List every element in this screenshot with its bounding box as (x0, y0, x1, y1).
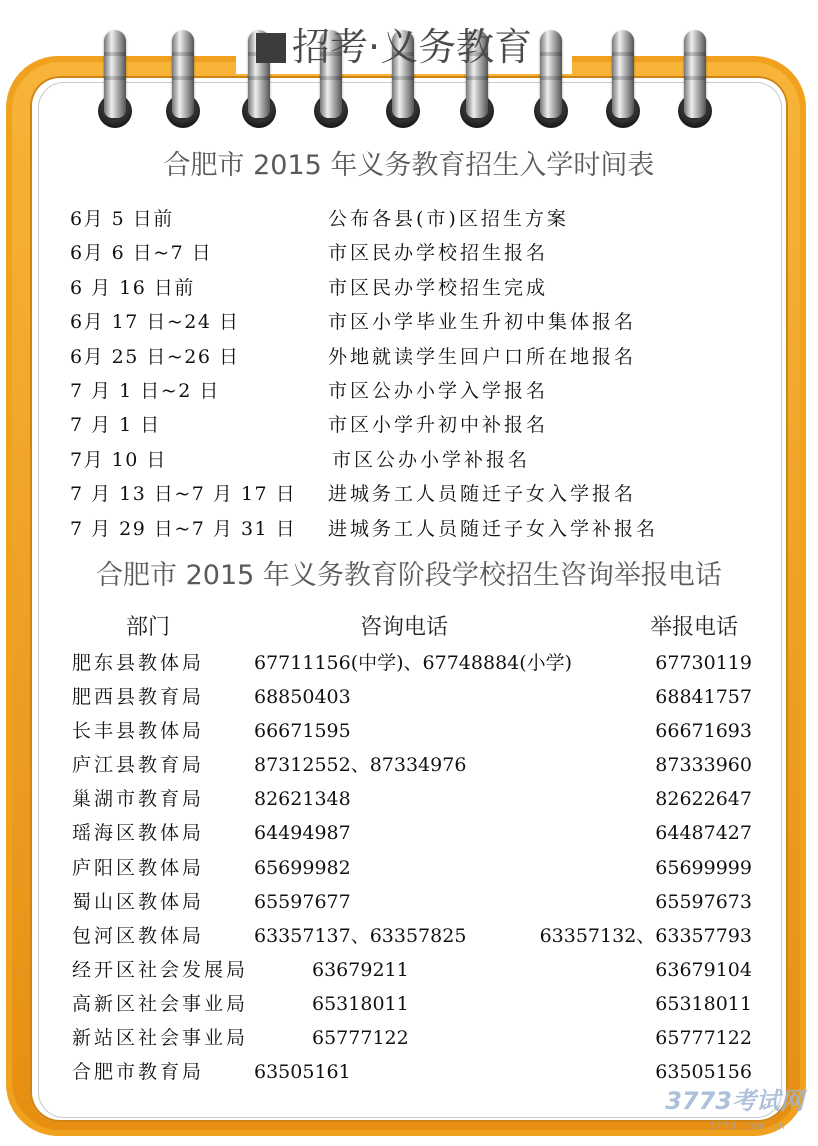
schedule-list (70, 202, 770, 546)
binder-ring (676, 30, 714, 128)
header (256, 22, 532, 72)
schedule-date: 6月 5 日前 (70, 208, 174, 230)
column-header-report: 举报电话 (650, 615, 739, 640)
consult-cell: 67711156(中学)、67748884(小学) (254, 652, 573, 674)
consult-cell: 63357137、63357825 (254, 924, 467, 947)
schedule-date: 7 月 1 日 (70, 414, 161, 437)
schedule-row (70, 408, 770, 442)
table-row (72, 782, 752, 816)
consult-cell: 66671595 (254, 720, 351, 743)
schedule-date: 6月 25 日~26 日 (70, 345, 240, 368)
column-header-dept: 部门 (126, 615, 171, 640)
dept-cell: 包河区教体局 (72, 924, 205, 947)
dept-cell: 肥西县教育局 (72, 686, 205, 709)
report-cell: 63505156 (655, 1061, 752, 1084)
dept-cell: 高新区社会事业局 (72, 992, 249, 1015)
schedule-date: 7 月 13 日~7 月 17 日 (70, 483, 297, 506)
report-cell: 64487427 (655, 822, 752, 845)
consult-cell: 68850403 (254, 686, 351, 709)
report-cell: 65597673 (655, 890, 752, 913)
schedule-row (70, 202, 770, 236)
table-row (72, 680, 752, 714)
schedule-event: 市区民办学校招生报名 (328, 242, 549, 265)
table-row (72, 816, 752, 850)
column-header-consult: 咨询电话 (360, 615, 449, 640)
watermark-url: 3773.com.cn (708, 1121, 786, 1132)
report-cell: 65318011 (655, 992, 752, 1015)
schedule-event: 市区民办学校招生完成 (328, 276, 549, 299)
schedule-event: 市区小学升初中补报名 (328, 414, 549, 437)
table-row (72, 851, 752, 885)
watermark-logo: 3773考试网 (665, 1087, 804, 1115)
report-cell: 82622647 (655, 788, 752, 811)
schedule-row (70, 477, 770, 511)
phone-table (72, 646, 752, 1089)
schedule-row (70, 236, 770, 270)
schedule-row (70, 340, 770, 374)
consult-cell: 65777122 (312, 1027, 409, 1050)
schedule-event: 进城务工人员随迁子女入学报名 (328, 483, 637, 506)
binder-ring (604, 30, 642, 128)
schedule-date: 7月 10 日 (70, 448, 167, 471)
report-cell: 87333960 (655, 754, 752, 777)
dept-cell: 长丰县教体局 (72, 720, 205, 743)
schedule-date: 7 月 29 日~7 月 31 日 (70, 517, 297, 540)
report-cell: 63357132、63357793 (539, 924, 752, 947)
binder-ring (532, 30, 570, 128)
schedule-row (70, 271, 770, 305)
dept-cell: 肥东县教体局 (72, 652, 205, 674)
binder-ring (164, 30, 202, 128)
table-row (72, 885, 752, 919)
table-row (72, 714, 752, 748)
table-row (72, 1055, 752, 1089)
schedule-event: 公布各县(市)区招生方案 (328, 208, 569, 230)
report-cell: 66671693 (655, 720, 752, 743)
report-cell: 68841757 (655, 686, 752, 709)
consult-cell: 63505161 (254, 1061, 351, 1084)
consult-cell: 65699982 (254, 856, 351, 879)
table-row (72, 987, 752, 1021)
dept-cell: 经开区社会发展局 (72, 958, 249, 981)
binder-ring (96, 30, 134, 128)
schedule-event: 市区小学毕业生升初中集体报名 (328, 311, 637, 334)
schedule-event: 外地就读学生回户口所在地报名 (328, 345, 637, 368)
schedule-date: 7 月 1 日~2 日 (70, 379, 220, 402)
dept-cell: 瑶海区教体局 (72, 822, 205, 845)
schedule-row (70, 443, 770, 477)
schedule-event: 市区公办小学补报名 (332, 448, 531, 471)
table-row (72, 1021, 752, 1055)
schedule-event: 市区公办小学入学报名 (328, 379, 549, 402)
consult-cell: 63679211 (312, 958, 409, 981)
dept-cell: 庐阳区教体局 (72, 856, 205, 879)
dept-cell: 合肥市教育局 (72, 1061, 205, 1084)
schedule-date: 6月 6 日~7 日 (70, 242, 213, 265)
table-row (72, 748, 752, 782)
schedule-row (70, 374, 770, 408)
schedule-date: 6 月 16 日前 (70, 276, 195, 299)
consult-cell: 65318011 (312, 992, 409, 1015)
schedule-event: 进城务工人员随迁子女入学补报名 (328, 517, 659, 540)
dept-cell: 庐江县教育局 (72, 754, 205, 777)
report-cell: 65699999 (655, 856, 752, 879)
dept-cell: 蜀山区教体局 (72, 890, 205, 913)
schedule-title: 合肥市 2015 年义务教育招生入学时间表 (163, 150, 655, 181)
table-row (72, 919, 752, 953)
consult-cell: 64494987 (254, 822, 351, 845)
consult-cell: 65597677 (254, 890, 351, 913)
consult-cell: 82621348 (254, 788, 351, 811)
schedule-row (70, 512, 770, 546)
schedule-row (70, 305, 770, 339)
dept-cell: 新站区社会事业局 (72, 1027, 249, 1050)
square-bullet-icon (256, 33, 286, 63)
schedule-date: 6月 17 日~24 日 (70, 311, 240, 334)
phones-title: 合肥市 2015 年义务教育阶段学校招生咨询举报电话 (96, 560, 722, 591)
header-title: 招考·义务教育 (292, 25, 533, 69)
table-row (72, 646, 752, 680)
report-cell: 63679104 (655, 958, 752, 981)
table-row (72, 953, 752, 987)
consult-cell: 87312552、87334976 (254, 754, 467, 777)
dept-cell: 巢湖市教育局 (72, 788, 205, 811)
report-cell: 67730119 (655, 652, 752, 674)
report-cell: 65777122 (655, 1027, 752, 1050)
